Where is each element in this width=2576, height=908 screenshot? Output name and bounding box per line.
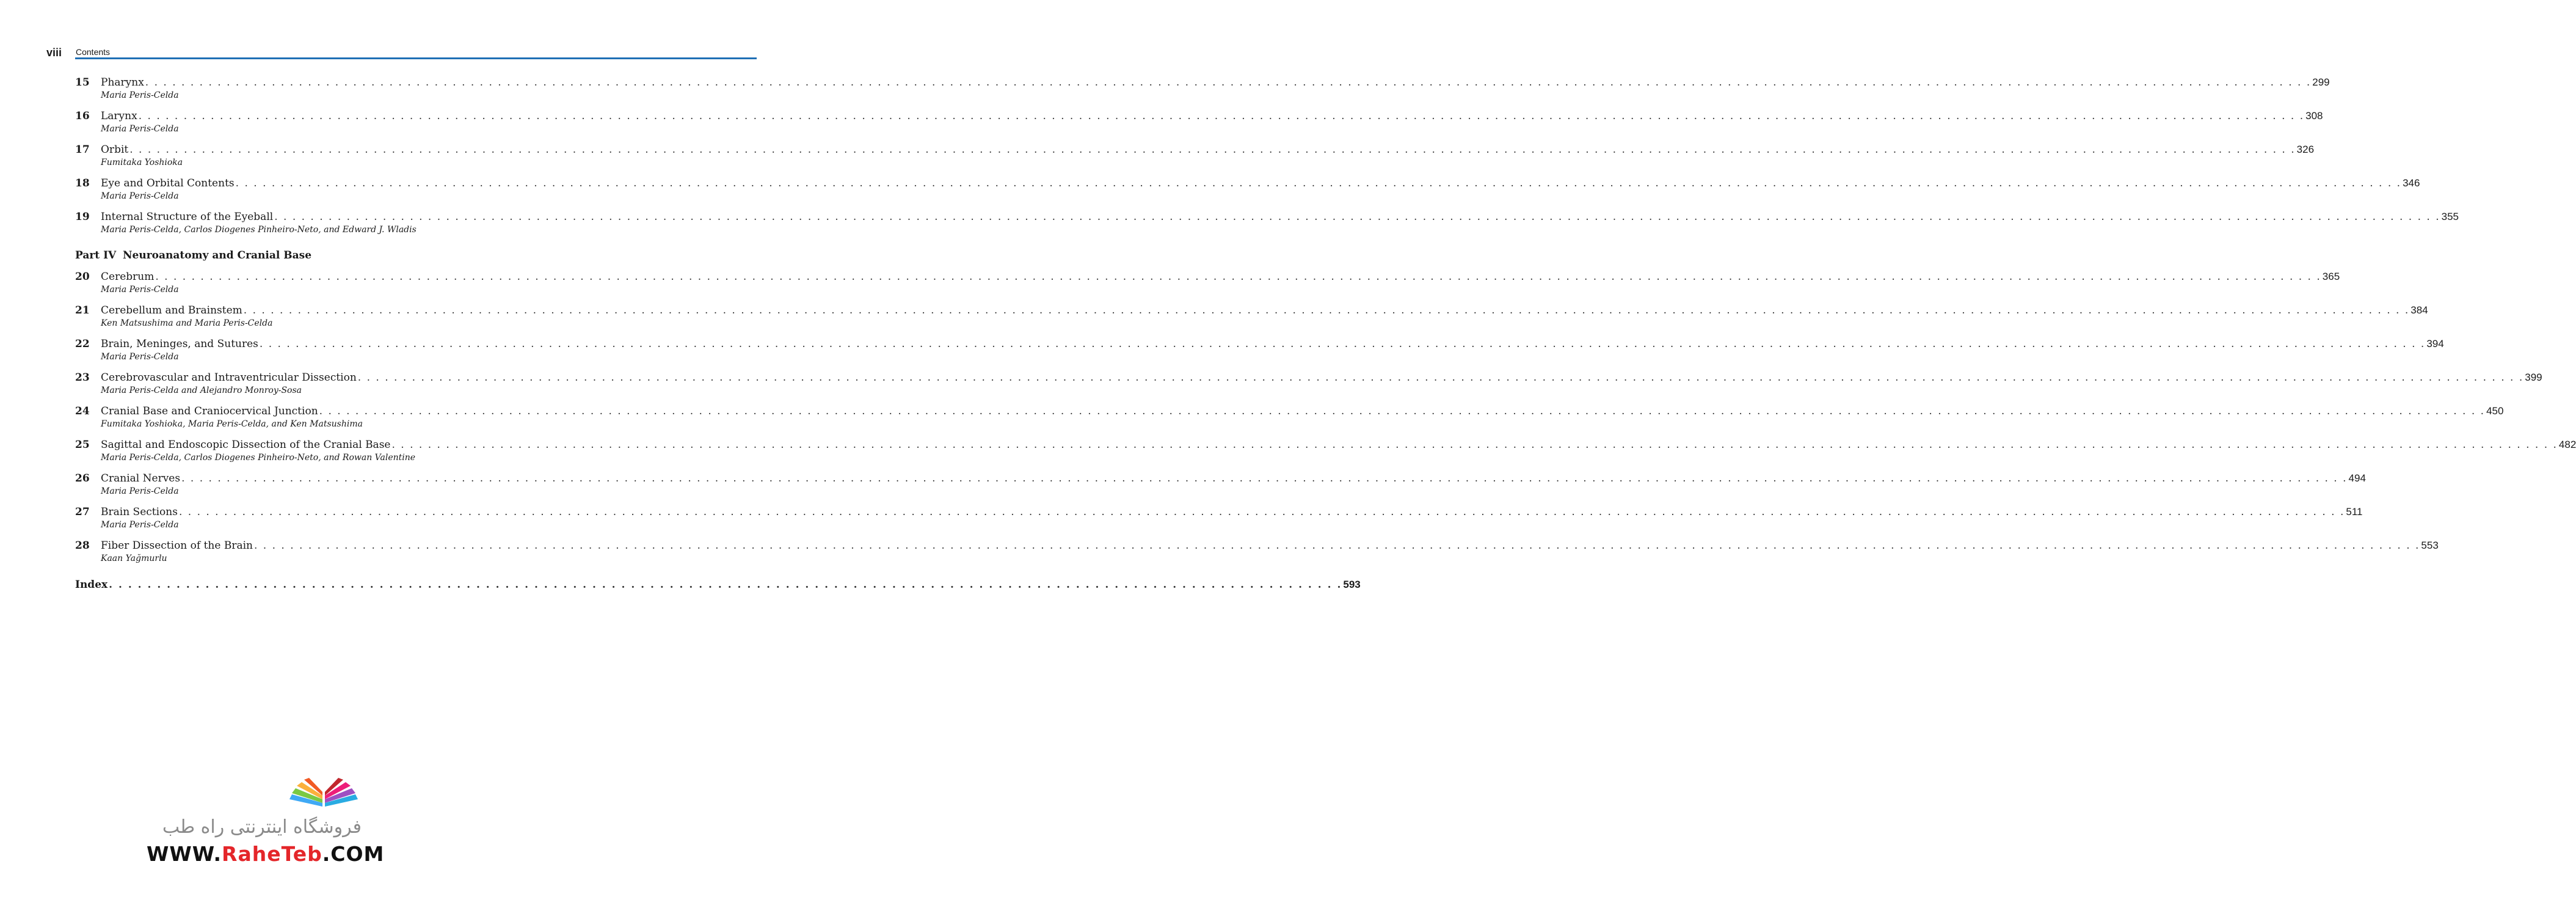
chapter-authors: Maria Peris-Celda <box>101 90 179 100</box>
toc-entry[interactable] <box>75 405 2504 430</box>
chapter-number: 26 <box>75 472 90 485</box>
leader-dots: . . . . . . . . . . . . . . . . . . . . . . . . . . . . . . . . . . . . . . . . . . . . . . . . . . . . . . . . . . . . . . . . . . . . . . . . . . . . . . . . . . . . . . . . . . . . . . . . . . . . . . . . . . . . . . . . . . . . . . . . . . . . . . . . . . . . . . . . . . . . . . . . . . . . . . . . . . . . . . . . . . . . . . . . . . . . . . . . . . . . . . . . . . . . . . . . . . . . . . . . . . . . . . . . . . . . . . . . . . . . . . . . . . . . . . . . . . . . . . . . <box>235 177 2402 189</box>
leader-dots: . . . . . . . . . . . . . . . . . . . . . . . . . . . . . . . . . . . . . . . . . . . . . . . . . . . . . . . . . . . . . . . . . . . . . . . . . . . . . . . . . . . . . . . . . . . . . . . . . . . . . . . . . . . . . . . . . . . . . . . . . . . . . . . . <box>109 579 1342 591</box>
chapter-authors: Maria Peris-Celda <box>101 352 179 362</box>
toc-entry[interactable] <box>75 337 2444 363</box>
chapter-number: 20 <box>75 271 90 283</box>
toc-entry[interactable] <box>75 177 2420 202</box>
chapter-number: 24 <box>75 405 90 417</box>
chapter-authors: Ken Matsushima and Maria Peris-Celda <box>101 318 273 328</box>
chapter-authors: Maria Peris-Celda <box>101 285 179 295</box>
toc-entry[interactable] <box>75 539 2439 565</box>
toc-entry[interactable] <box>75 304 2428 329</box>
chapter-authors: Maria Peris-Celda <box>101 124 179 134</box>
toc-entry[interactable] <box>75 76 2330 101</box>
leader-dots: . . . . . . . . . . . . . . . . . . . . . . . . . . . . . . . . . . . . . . . . . . . . . . . . . . . . . . . . . . . . . . . . . . . . . . . . . . . . . . . . . . . . . . . . . . . . . . . . . . . . . . . . . . . . . . . . . . . . . . . . . . . . . . . . . . . . . . . . . . . . . . . . . . . . . . . . . . . . . . . . . . . . . . . . . . . . . . . . . . . . . . . . . . . . . . . . . . . . . . . . . . . . . . . . . . . . . . . . . . . . . . . . . . . . . . . . . . . . . . . . <box>259 338 2426 350</box>
leader-dots: . . . . . . . . . . . . . . . . . . . . . . . . . . . . . . . . . . . . . . . . . . . . . . . . . . . . . . . . . . . . . . . . . . . . . . . . . . . . . . . . . . . . . . . . . . . . . . . . . . . . . . . . . . . . . . . . . . . . . . . . . . . . . . . . . . . . . . . . . . . . . . . . . . . . . . . . . . . . . . . . . . . . . . . . . . . . . . . . . . . . . . . . . . . . . . . . . . . . . . . . . . . . . . . . . . . . . . . . . . . . . . . . . . . . . . . . . . . . . . . . <box>253 540 2420 552</box>
chapter-title: Brain, Meninges, and Sutures <box>101 338 258 350</box>
toc-entry[interactable] <box>75 472 2366 497</box>
page-number: viii <box>46 46 62 59</box>
chapter-page: 450 <box>2486 405 2504 417</box>
chapter-authors: Fumitaka Yoshioka, Maria Peris-Celda, and Ken Matsushima <box>101 419 363 429</box>
leader-dots: . . . . . . . . . . . . . . . . . . . . . . . . . . . . . . . . . . . . . . . . . . . . . . . . . . . . . . . . . . . . . . . . . . . . . . . . . . . . . . . . . . . . . . . . . . . . . . . . . . . . . . . . . . . . . . . . . . . . . . . . . . . . . . . . . . . . . . . . . . . . . . . . . . . . . . . . . . . . . . . . . . . . . . . . . . . . . . . . . . . . . . . . . . . . . . . . . . . . . . . . . . . . . . . . . . . . . . . . . . . . . . . . . . . . . . . . . . . . . . . . <box>155 271 2321 283</box>
watermark-persian-text: فروشگاه اینترنتی راه طب <box>162 816 362 838</box>
index-label: Index <box>75 579 108 591</box>
running-head: Contents <box>76 47 111 57</box>
chapter-page: 299 <box>2312 76 2330 88</box>
chapter-page: 346 <box>2403 177 2420 189</box>
chapter-number: 15 <box>75 76 90 89</box>
chapter-title: Brain Sections <box>101 506 178 518</box>
watermark-logo <box>144 776 385 868</box>
leader-dots: . . . . . . . . . . . . . . . . . . . . . . . . . . . . . . . . . . . . . . . . . . . . . . . . . . . . . . . . . . . . . . . . . . . . . . . . . . . . . . . . . . . . . . . . . . . . . . . . . . . . . . . . . . . . . . . . . . . . . . . . . . . . . . . . . . . . . . . . . . . . . . . . . . . . . . . . . . . . . . . . . . . . . . . . . . . . . . . . . . . . . . . . . . . . . . . . . . . . . . . . . . . . . . . . . . . . . . . . . . . . . . . . . . . . . . . . . . . . . . . . <box>178 506 2345 518</box>
chapter-authors: Maria Peris-Celda, Carlos Diogenes Pinheiro-Neto, and Edward J. Wladis <box>101 225 417 235</box>
chapter-page: 494 <box>2348 472 2366 484</box>
chapter-number: 22 <box>75 338 90 350</box>
leader-dots: . . . . . . . . . . . . . . . . . . . . . . . . . . . . . . . . . . . . . . . . . . . . . . . . . . . . . . . . . . . . . . . . . . . . . . . . . . . . . . . . . . . . . . . . . . . . . . . . . . . . . . . . . . . . . . . . . . . . . . . . . . . . . . . . . . . . . . . . . . . . . . . . . . . . . . . . . . . . . . . . . . . . . . . . . . . . . . . . . . . . . . . . . . . . . . . . . . . . . . . . . . . . . . . . . . . . . . . . . . . . . . . . . . . . . . . . . . . . . . . . <box>357 372 2524 384</box>
chapter-title: Internal Structure of the Eyeball <box>101 211 274 223</box>
chapter-authors: Maria Peris-Celda <box>101 520 179 530</box>
toc-entry[interactable] <box>75 109 2323 135</box>
toc-entry-index[interactable] <box>75 578 1361 591</box>
chapter-title: Cerebrovascular and Intraventricular Dissection <box>101 372 357 384</box>
chapter-title: Larynx <box>101 110 137 122</box>
chapter-page: 384 <box>2410 304 2428 316</box>
leader-dots: . . . . . . . . . . . . . . . . . . . . . . . . . . . . . . . . . . . . . . . . . . . . . . . . . . . . . . . . . . . . . . . . . . . . . . . . . . . . . . . . . . . . . . . . . . . . . . . . . . . . . . . . . . . . . . . . . . . . . . . . . . . . . . . . . . . . . . . . . . . . . . . . . . . . . . . . . . . . . . . . . . . . . . . . . . . . . . . . . . . . . . . . . . . . . . . . . . . . . . . . . . . . . . . . . . . . . . . . . . . . . . . . . . . . . . . . . . . . . . . . <box>138 110 2305 122</box>
toc-entry[interactable] <box>75 210 2459 236</box>
leader-dots: . . . . . . . . . . . . . . . . . . . . . . . . . . . . . . . . . . . . . . . . . . . . . . . . . . . . . . . . . . . . . . . . . . . . . . . . . . . . . . . . . . . . . . . . . . . . . . . . . . . . . . . . . . . . . . . . . . . . . . . . . . . . . . . . . . . . . . . . . . . . . . . . . . . . . . . . . . . . . . . . . . . . . . . . . . . . . . . . . . . . . . . . . . . . . . . . . . . . . . . . . . . . . . . . . . . . . . . . . . . . . . . . . . . . . . . . . . . . . . . . <box>274 211 2440 223</box>
part-label: Part IV <box>75 249 117 262</box>
toc-entry[interactable] <box>75 143 2315 169</box>
leader-dots: . . . . . . . . . . . . . . . . . . . . . . . . . . . . . . . . . . . . . . . . . . . . . . . . . . . . . . . . . . . . . . . . . . . . . . . . . . . . . . . . . . . . . . . . . . . . . . . . . . . . . . . . . . . . . . . . . . . . . . . . . . . . . . . . . . . . . . . . . . . . . . . . . . . . . . . . . . . . . . . . . . . . . . . . . . . . . . . . . . . . . . . . . . . . . . . . . . . . . . . . . . . . . . . . . . . . . . . . . . . . . . . . . . . . . . . . . . . . . . . . <box>181 472 2348 485</box>
index-page: 593 <box>1343 579 1361 590</box>
chapter-title: Pharynx <box>101 76 144 89</box>
chapter-title: Orbit <box>101 144 129 156</box>
chapter-number: 16 <box>75 110 90 122</box>
leader-dots: . . . . . . . . . . . . . . . . . . . . . . . . . . . . . . . . . . . . . . . . . . . . . . . . . . . . . . . . . . . . . . . . . . . . . . . . . . . . . . . . . . . . . . . . . . . . . . . . . . . . . . . . . . . . . . . . . . . . . . . . . . . . . . . . . . . . . . . . . . . . . . . . . . . . . . . . . . . . . . . . . . . . . . . . . . . . . . . . . . . . . . . . . . . . . . . . . . . . . . . . . . . . . . . . . . . . . . . . . . . . . . . . . . . . . . . . . . . . . . . . <box>129 144 2296 156</box>
chapter-number: 25 <box>75 439 90 451</box>
chapter-title: Cranial Base and Craniocervical Junction <box>101 405 318 417</box>
chapter-page: 308 <box>2305 110 2323 122</box>
leader-dots: . . . . . . . . . . . . . . . . . . . . . . . . . . . . . . . . . . . . . . . . . . . . . . . . . . . . . . . . . . . . . . . . . . . . . . . . . . . . . . . . . . . . . . . . . . . . . . . . . . . . . . . . . . . . . . . . . . . . . . . . . . . . . . . . . . . . . . . . . . . . . . . . . . . . . . . . . . . . . . . . . . . . . . . . . . . . . . . . . . . . . . . . . . . . . . . . . . . . . . . . . . . . . . . . . . . . . . . . . . . . . . . . . . . . . . . . . . . . . . . . <box>243 304 2410 317</box>
toc-entry[interactable] <box>75 371 2542 397</box>
header-rule <box>75 57 757 59</box>
chapter-authors: Kaan Yağmurlu <box>101 554 167 563</box>
chapter-page: 326 <box>2296 144 2315 155</box>
toc-entry[interactable] <box>75 505 2363 531</box>
watermark-url: WWW.RaheTeb.COM <box>147 842 385 866</box>
chapter-number: 19 <box>75 211 90 223</box>
chapter-page: 553 <box>2421 540 2439 551</box>
chapter-authors: Fumitaka Yoshioka <box>101 158 183 167</box>
chapter-number: 27 <box>75 506 90 518</box>
leader-dots: . . . . . . . . . . . . . . . . . . . . . . . . . . . . . . . . . . . . . . . . . . . . . . . . . . . . . . . . . . . . . . . . . . . . . . . . . . . . . . . . . . . . . . . . . . . . . . . . . . . . . . . . . . . . . . . . . . . . . . . . . . . . . . . . . . . . . . . . . . . . . . . . . . . . . . . . . . . . . . . . . . . . . . . . . . . . . . . . . . . . . . . . . . . . . . . . . . . . . . . . . . . . . . . . . . . . . . . . . . . . . . . . . . . . . . . . . . . . . . . . <box>145 76 2312 89</box>
chapter-number: 28 <box>75 540 90 552</box>
chapter-authors: Maria Peris-Celda and Alejandro Monroy-Sosa <box>101 386 302 395</box>
toc-entry[interactable] <box>75 438 2576 464</box>
chapter-page: 511 <box>2346 506 2363 518</box>
leader-dots: . . . . . . . . . . . . . . . . . . . . . . . . . . . . . . . . . . . . . . . . . . . . . . . . . . . . . . . . . . . . . . . . . . . . . . . . . . . . . . . . . . . . . . . . . . . . . . . . . . . . . . . . . . . . . . . . . . . . . . . . . . . . . . . . . . . . . . . . . . . . . . . . . . . . . . . . . . . . . . . . . . . . . . . . . . . . . . . . . . . . . . . . . . . . . . . . . . . . . . . . . . . . . . . . . . . . . . . . . . . . . . . . . . . . . . . . . . . . . . . . <box>391 439 2558 451</box>
chapter-page: 394 <box>2426 338 2444 350</box>
chapter-number: 18 <box>75 177 90 189</box>
chapter-title: Sagittal and Endoscopic Dissection of the Cranial Base <box>101 439 391 451</box>
chapter-authors: Maria Peris-Celda <box>101 486 179 496</box>
chapter-authors: Maria Peris-Celda <box>101 191 179 201</box>
watermark-brand: RaheTeb <box>222 842 322 866</box>
chapter-page: 365 <box>2322 271 2340 282</box>
part-title: Neuroanatomy and Cranial Base <box>123 249 312 262</box>
chapter-page: 399 <box>2525 372 2542 383</box>
open-book-icon <box>286 776 362 813</box>
chapter-title: Fiber Dissection of the Brain <box>101 540 253 552</box>
leader-dots: . . . . . . . . . . . . . . . . . . . . . . . . . . . . . . . . . . . . . . . . . . . . . . . . . . . . . . . . . . . . . . . . . . . . . . . . . . . . . . . . . . . . . . . . . . . . . . . . . . . . . . . . . . . . . . . . . . . . . . . . . . . . . . . . . . . . . . . . . . . . . . . . . . . . . . . . . . . . . . . . . . . . . . . . . . . . . . . . . . . . . . . . . . . . . . . . . . . . . . . . . . . . . . . . . . . . . . . . . . . . . . . . . . . . . . . . . . . . . . . . <box>319 405 2486 417</box>
chapter-page: 482 <box>2558 439 2576 450</box>
chapter-number: 21 <box>75 304 90 317</box>
chapter-number: 17 <box>75 144 90 156</box>
chapter-title: Cranial Nerves <box>101 472 181 485</box>
toc-entry[interactable] <box>75 270 2340 296</box>
chapter-authors: Maria Peris-Celda, Carlos Diogenes Pinheiro-Neto, and Rowan Valentine <box>101 453 416 463</box>
chapter-title: Cerebellum and Brainstem <box>101 304 242 317</box>
chapter-page: 355 <box>2441 211 2459 222</box>
chapter-number: 23 <box>75 372 90 384</box>
chapter-title: Eye and Orbital Contents <box>101 177 235 189</box>
part-heading <box>75 249 311 262</box>
chapter-title: Cerebrum <box>101 271 155 283</box>
